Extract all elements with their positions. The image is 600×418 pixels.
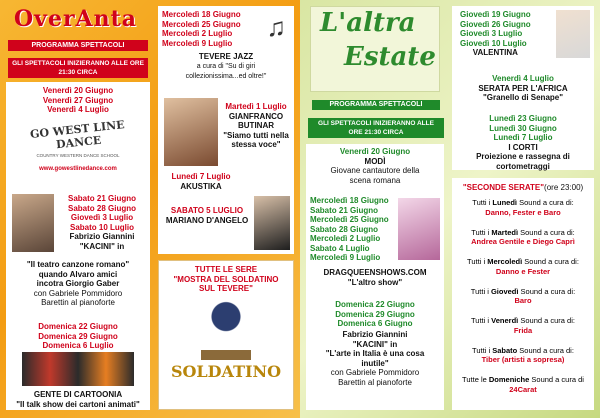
go-west-logo [12, 117, 144, 175]
seconde-row [452, 287, 594, 306]
col2-dates1: Mercoledì 18 Giugno Mercoledì 25 Giugno Mercoledì 2 Luglio Mercoledì 9 Luglio [162, 10, 241, 48]
butinar-photo [164, 98, 218, 166]
go-west-sub: COUNTRY WESTERN DANCE SCHOOL [36, 152, 120, 158]
seconde-row [452, 346, 594, 365]
col1-dates1: Venerdì 20 Giugno Venerdì 27 Giugno Venerdì 4 Luglio [42, 86, 114, 114]
cartoonia-photo [22, 352, 134, 386]
right-col1-card [306, 144, 444, 410]
r-col2-block2: Venerdì 4 Luglio SERATA PER L'AFRICA "Granello di Senape" [478, 74, 568, 102]
seconde-row-day: Tutti i Sabato Sound a cura di: [472, 345, 574, 355]
col2-artist1: TEVERE JAZZ [198, 52, 254, 61]
seconde-row [452, 228, 594, 247]
logo-laltra: L'altra [320, 8, 416, 38]
seconde-row-who: Tiber (artisti a sopresa) [481, 355, 565, 364]
r-col1-dates3: Domenica 22 Giugno Domenica 29 Giugno Domenica 6 Giugno [335, 300, 415, 328]
notice-banner-right: GLI SPETTACOLI INIZIERANNO ALLE ORE 21:30 CIRCA [308, 118, 444, 138]
col2-block3: Lunedì 7 Luglio AKUSTIKA [171, 172, 231, 191]
left-col2-card [158, 6, 294, 254]
seconde-row [452, 198, 594, 217]
saxophone-icon: ♫ [266, 12, 286, 42]
seconde-row-who: Frida [513, 325, 533, 335]
overanta-logo: OverAnta [14, 6, 138, 32]
go-west-title: GO WEST LINE DANCE [29, 117, 126, 151]
seconde-row-who: Andrea Gentile e Diego Caprì [471, 237, 575, 246]
r-col1-block1: Venerdì 20 Giugno MODÌ Giovane cantautore della scena romana [330, 147, 420, 185]
notice-banner-left: GLI SPETTACOLI INIZIERANNO ALLE ORE 21:30 CIRCA [8, 58, 148, 78]
soldatino-top: TUTTE LE SERE [194, 265, 258, 274]
programma-banner-left: PROGRAMMA SPETTACOLI [8, 40, 148, 51]
dragqueen-photo [398, 198, 440, 260]
r-col1-artist2: DRAGQUEENSHOWS.COM "L'altro show" [323, 268, 427, 287]
seconde-list [452, 198, 594, 394]
seconde-row-who: Danno e Fester [495, 266, 551, 276]
soldatino-card [158, 260, 294, 410]
seconde-row-day: Tutti i Martedì Sound a cura di: [471, 227, 575, 237]
soldatino-logo: SOLDATINO [170, 361, 282, 381]
seconde-row-day: Tutti i Giovedì Sound a cura di: [470, 286, 576, 296]
col2-desc1: a cura di "Su di giri collezionissima...ed oltre!" [185, 63, 267, 80]
seconde-row-day: Tutti i Venerdì Sound a cura di: [471, 316, 575, 325]
seconde-title: "SECONDE SERATE"(ore 23:00) [462, 183, 584, 192]
dangelo-photo [254, 196, 290, 250]
col1-dates2: Sabato 21 Giugno Sabato 28 Giugno Giovedì 3 Luglio Sabato 10 Luglio Fabrizio Giannini "KACINI" in [67, 194, 136, 251]
seconde-row [452, 316, 594, 335]
col1-show2: "Il teatro canzone romano" quando Alvaro amici incotra Giorgio Gaber con Gabriele Pommidoro Barettin al pianoforte [26, 260, 130, 307]
seconde-row [452, 375, 594, 394]
col1-artist3: GENTE DI CARTOONIA "Il talk show dei cartoni animati" [16, 390, 140, 409]
go-west-url: www.gowestlinedance.com [39, 165, 117, 172]
r-col1-dates2: Mercoledì 18 Giugno Sabato 21 Giugno Mercoledì 25 Giugno Sabato 28 Giugno Mercoledì 2 Luglio Sabato 4 Luglio Mercoledì 9 Luglio [310, 196, 389, 262]
seconde-row [452, 257, 594, 276]
seconde-row-day: Tutti i Mercoledì Sound a cura di: [467, 257, 579, 266]
col2-block4: SABATO 5 LUGLIO MARIANO D'ANGELO [165, 206, 249, 225]
seconde-row-who: Baro [514, 296, 532, 305]
right-page [300, 0, 600, 418]
r-col2-block3: Lunedì 23 Giugno Lunedì 30 Giugno Lunedì 7 Luglio I CORTI Proiezione e rassegna di cortometraggi [476, 114, 570, 171]
seconde-row-who: Danno, Fester e Baro [485, 207, 561, 217]
right-col2-card [452, 6, 594, 170]
fabrizio-photo [12, 194, 54, 252]
soldier-figure-icon [196, 298, 256, 360]
seconde-row-day: Tutti i Lunedì Sound a cura di: [472, 198, 574, 207]
valentina-photo [556, 10, 590, 58]
r-col1-artist3: Fabrizio Giannini "KACINI" in "L'arte in Italia è una cosa inutile" con Gabriele Pommidoro Barettin al pianoforte [325, 330, 425, 387]
col1-dates3: Domenica 22 Giugno Domenica 29 Giugno Domenica 6 Luglio [38, 322, 118, 350]
logo-estate: Estate [344, 42, 436, 72]
seconde-serate-card [452, 178, 594, 410]
seconde-row-who: 24Carat [509, 384, 537, 394]
left-col1-card [6, 82, 150, 410]
seconde-row-day: Tutte le Domeniche Sound a cura di [462, 375, 584, 384]
r-col2-dates1: Giovedì 19 Giugno Giovedì 26 Giugno Giovedì 3 Luglio Giovedì 10 Luglio VALENTINA [460, 10, 531, 57]
programma-banner-right: PROGRAMMA SPETTACOLI [312, 100, 440, 110]
col2-block2: Martedì 1 Luglio GIANFRANCO BUTINAR "Siamo tutti nella stessa voce" [223, 102, 289, 149]
soldatino-title: "MOSTRA DEL SOLDATINO SUL TEVERE" [173, 274, 279, 293]
